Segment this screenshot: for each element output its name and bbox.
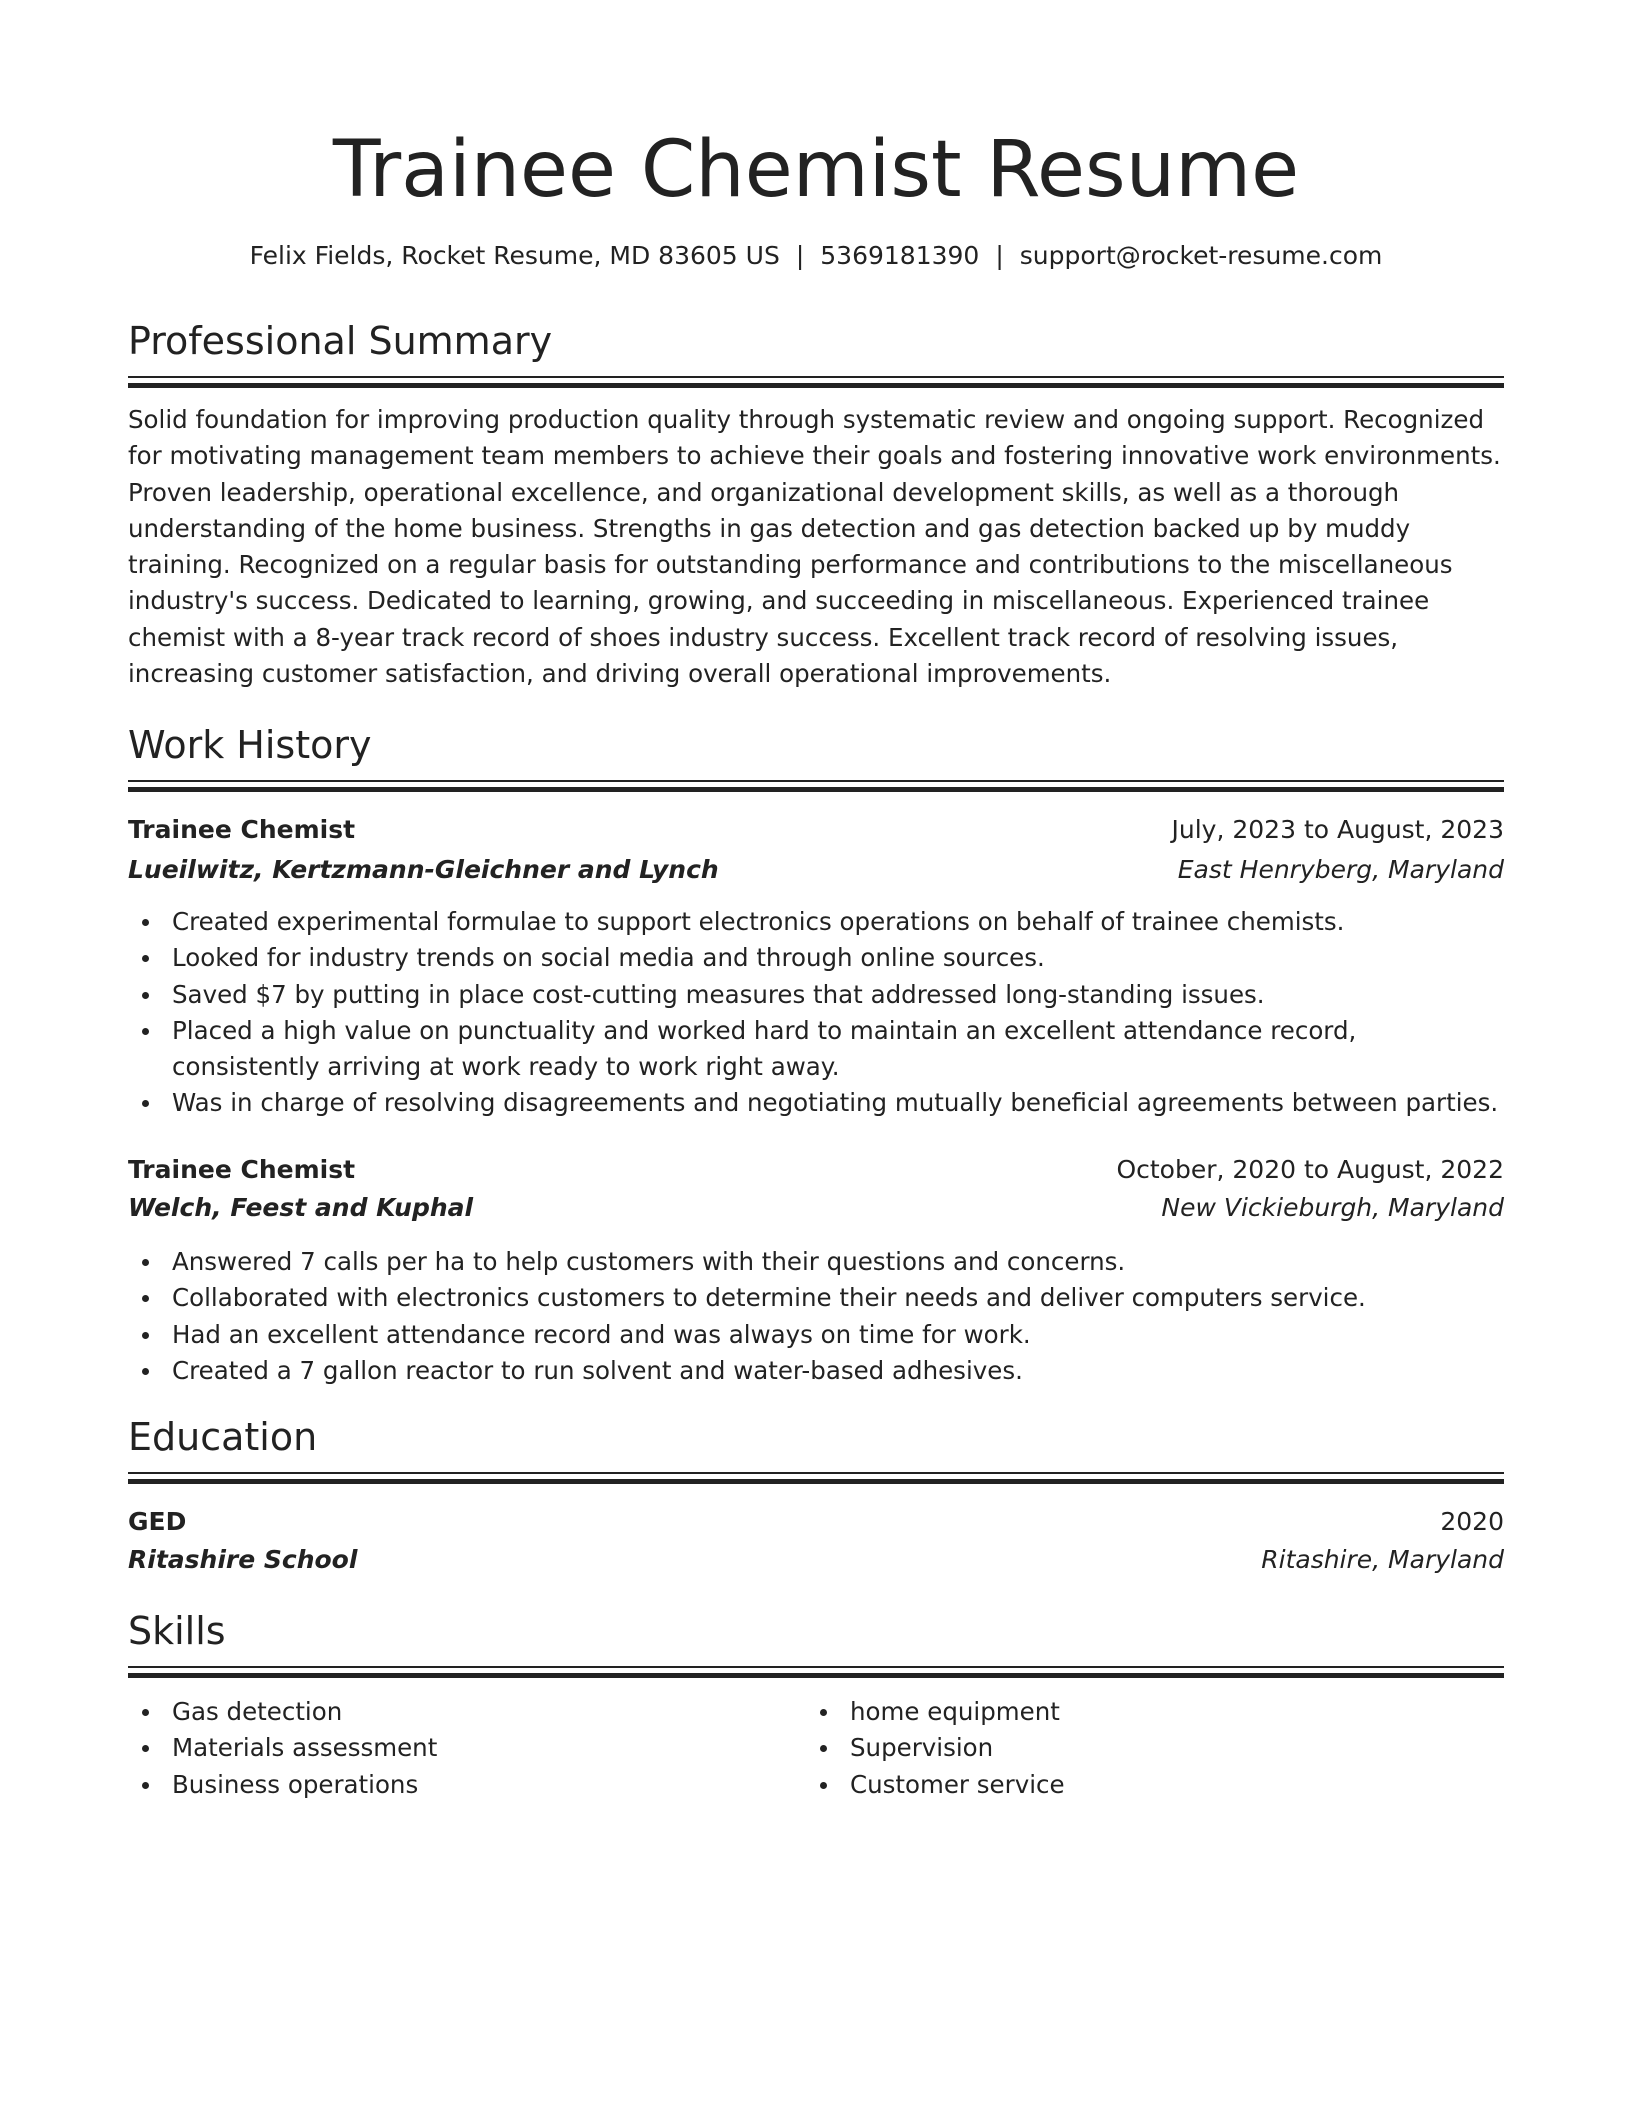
job-header	[128, 812, 1504, 848]
section-divider	[128, 1666, 1504, 1678]
skill-item: Business operations	[128, 1767, 1504, 1803]
list-item: Was in charge of resolving disagreements and negotiating mutually beneficial agreements between parties.	[128, 1085, 1504, 1121]
education-year: 2020	[1440, 1507, 1504, 1536]
education-location: Ritashire, Maryland	[1261, 1545, 1504, 1574]
list-item: Saved $7 by putting in place cost-cutting measures that addressed long-standing issues.	[128, 977, 1504, 1013]
education-degree: GED	[128, 1507, 187, 1536]
list-item: Answered 7 calls per ha to help customers with their questions and concerns.	[128, 1244, 1504, 1280]
education-heading: Education	[128, 1415, 318, 1459]
job-location: East Henryberg, Maryland	[1177, 855, 1504, 884]
section-divider	[128, 376, 1504, 388]
contact-address: Felix Fields, Rocket Resume, MD 83605 US	[249, 241, 780, 270]
skill-item: Materials assessment	[128, 1730, 1504, 1766]
list-item: Created experimental formulae to support electronics operations on behalf of trainee chemists.	[128, 904, 1504, 940]
section-divider	[128, 780, 1504, 792]
summary-heading: Professional Summary	[128, 319, 553, 363]
education-school: Ritashire School	[128, 1545, 358, 1574]
skill-item: Customer service	[806, 1767, 1632, 1803]
list-item: Placed a high value on punctuality and worked hard to maintain an excellent attendance record, consistently arriving at work ready to work right away.	[128, 1013, 1504, 1086]
contact-separator: |	[995, 241, 1004, 270]
work-history-heading: Work History	[128, 723, 372, 767]
job-dates: October, 2020 to August, 2022	[1116, 1155, 1504, 1184]
job-bullets	[128, 1244, 1504, 1389]
list-item: Created a 7 gallon reactor to run solvent and water-based adhesives.	[128, 1353, 1504, 1389]
contact-separator: |	[795, 241, 805, 270]
contact-phone: 5369181390	[820, 241, 980, 270]
education-header	[128, 1504, 1504, 1540]
resume-title: Trainee Chemist Resume	[332, 125, 1300, 215]
job-subheader	[128, 852, 1504, 888]
job-bullets	[128, 904, 1504, 1122]
list-item: Looked for industry trends on social media and through online sources.	[128, 940, 1504, 976]
job-subheader	[128, 1190, 1504, 1226]
job-header	[128, 1152, 1504, 1188]
job-title: Trainee Chemist	[128, 1155, 356, 1184]
skill-item: home equipment	[806, 1694, 1632, 1730]
skill-item: Gas detection	[128, 1694, 1504, 1730]
skills-list-right	[806, 1694, 1632, 1803]
job-dates: July, 2023 to August, 2023	[1171, 815, 1504, 844]
section-divider	[128, 1472, 1504, 1484]
list-item: Collaborated with electronics customers to determine their needs and deliver computers service.	[128, 1280, 1504, 1316]
contact-line	[128, 238, 1504, 274]
job-location: New Vickieburgh, Maryland	[1161, 1193, 1504, 1222]
job-company: Welch, Feest and Kuphal	[128, 1193, 474, 1222]
job-company: Lueilwitz, Kertzmann-Gleichner and Lynch	[128, 855, 719, 884]
summary-text: Solid foundation for improving production quality through systematic review and ongoing support. Recognized for motivating management team members to achieve their goals and fostering innovative work environments. Proven leadership, operational excellence, and organizational development skills, as well as a thorough understanding of the home business. Strengths in gas detection and gas detection backed up by muddy training. Recognized on a regular basis for outstanding performance and contributions to the miscellaneous industry's success. Dedicated to learning, growing, and succeeding in miscellaneous. Experienced trainee chemist with a 8-year track record of shoes industry success. Excellent track record of resolving issues, increasing customer satisfaction, and driving overall operational improvements.	[128, 405, 1501, 689]
skill-item: Supervision	[806, 1730, 1632, 1766]
skills-heading: Skills	[128, 1609, 226, 1653]
contact-email: support@rocket-resume.com	[1019, 241, 1383, 270]
list-item: Had an excellent attendance record and was always on time for work.	[128, 1317, 1504, 1353]
job-title: Trainee Chemist	[128, 815, 356, 844]
education-subheader	[128, 1542, 1504, 1578]
